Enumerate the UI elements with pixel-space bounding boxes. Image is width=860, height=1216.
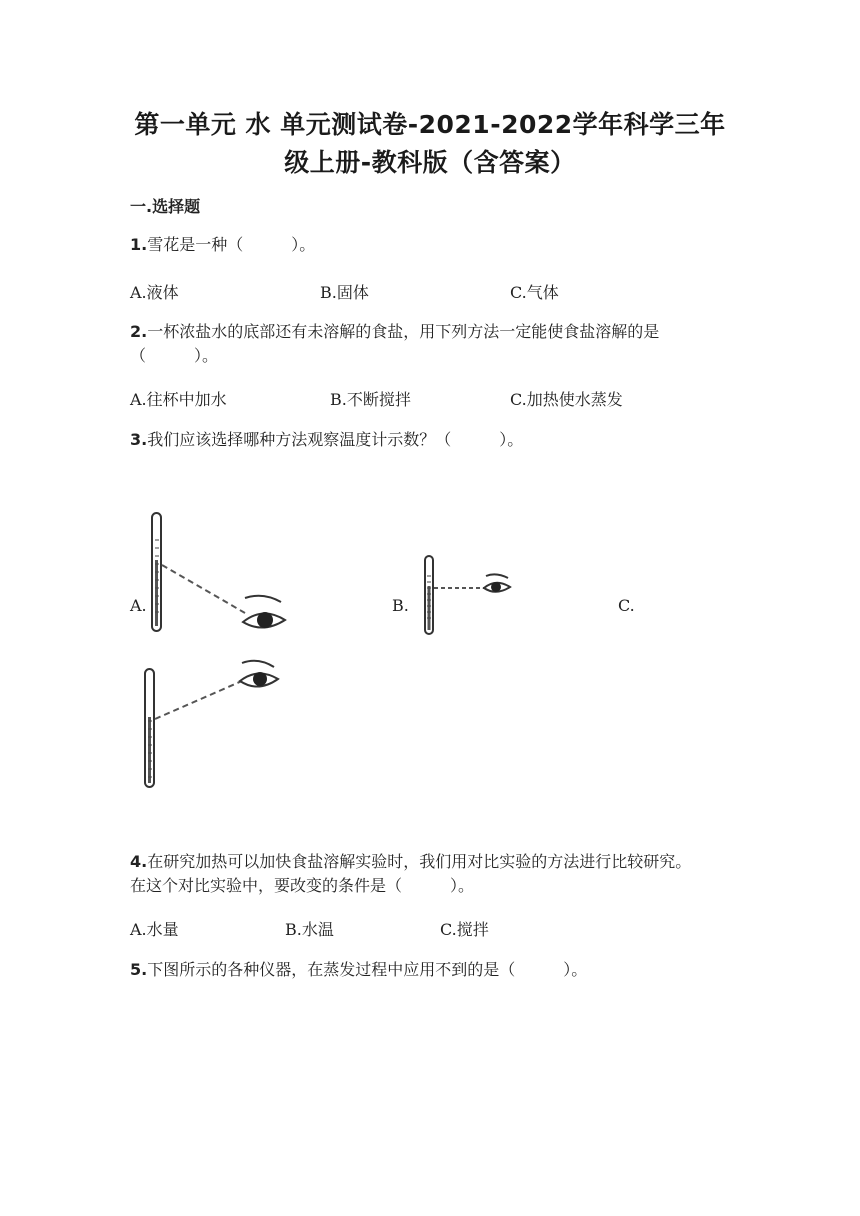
q3-option-b[interactable]: B. [392, 596, 409, 615]
q1-option-a[interactable]: A.液体 [130, 283, 179, 302]
thermometer-icon [145, 669, 154, 787]
question-text-line2: 在这个对比实验中，要改变的条件是（ ）。 [130, 876, 475, 895]
question-1 [130, 233, 740, 257]
sight-line [162, 565, 245, 613]
question-number: 5. [130, 960, 148, 979]
thermometer-view-c-figure [140, 655, 290, 795]
q1-option-c[interactable]: C.气体 [510, 283, 559, 302]
q4-option-b[interactable]: B.水温 [285, 920, 334, 939]
q4-option-c[interactable]: C.搅拌 [440, 920, 489, 939]
question-text-line1: 一杯浓盐水的底部还有未溶解的食盐，用下列方法一定能使食盐溶解的是 [147, 322, 660, 341]
eye-icon [240, 661, 278, 687]
question-text: 雪花是一种（ ）。 [147, 235, 316, 254]
question-3 [130, 428, 740, 452]
q2-option-a[interactable]: A.往杯中加水 [130, 390, 227, 409]
question-text: 下图所示的各种仪器，在蒸发过程中应用不到的是（ ）。 [147, 960, 588, 979]
thermometer-icon [152, 513, 161, 631]
q4-option-a[interactable]: A.水量 [130, 920, 179, 939]
document-title-line2: 级上册-教科版（含答案） [284, 148, 576, 177]
thermometer-view-b-figure [420, 552, 520, 642]
section-heading: 一.选择题 [130, 197, 201, 216]
thermometer-view-a-figure [145, 510, 295, 640]
question-text-line2: （ ）。 [130, 346, 219, 365]
question-5 [130, 958, 740, 982]
document-title-line1: 第一单元 水 单元测试卷-2021-2022学年科学三年 [134, 110, 726, 139]
q1-option-b[interactable]: B.固体 [320, 283, 369, 302]
q2-option-b[interactable]: B.不断搅拌 [330, 390, 411, 409]
question-2 [130, 320, 740, 368]
question-number: 4. [130, 852, 148, 871]
q2-option-c[interactable]: C.加热使水蒸发 [510, 390, 623, 409]
thermometer-icon [425, 556, 433, 634]
question-number: 2. [130, 322, 148, 341]
question-number: 1. [130, 235, 148, 254]
sight-line [155, 681, 242, 719]
q3-option-c[interactable]: C. [618, 596, 635, 615]
question-text: 我们应该选择哪种方法观察温度计示数？（ ）。 [147, 430, 524, 449]
eye-icon [243, 596, 285, 628]
q3-option-a[interactable]: A. [130, 596, 147, 615]
question-4 [130, 850, 750, 898]
question-text-line1: 在研究加热可以加快食盐溶解实验时，我们用对比实验的方法进行比较研究。 [147, 852, 692, 871]
eye-icon [484, 574, 510, 592]
question-number: 3. [130, 430, 148, 449]
